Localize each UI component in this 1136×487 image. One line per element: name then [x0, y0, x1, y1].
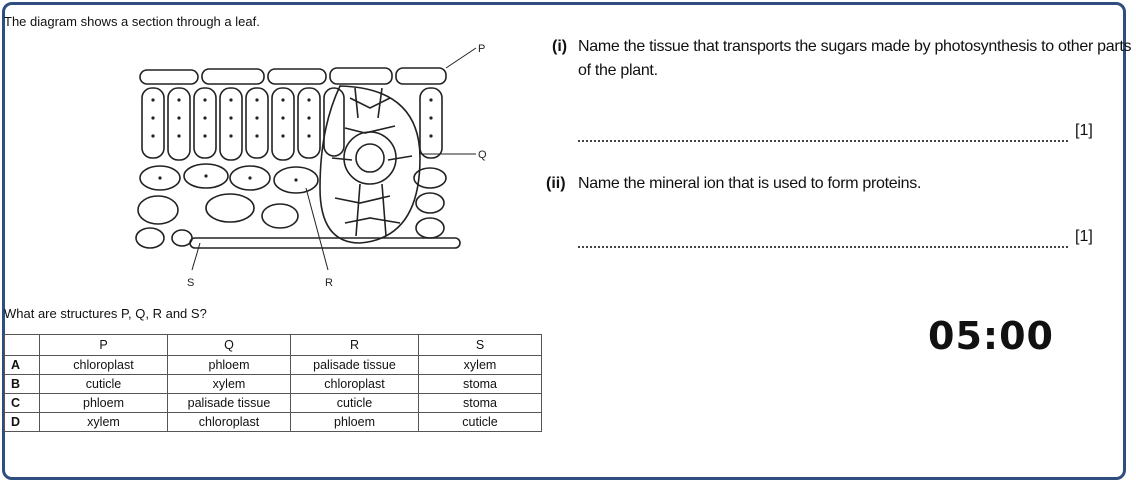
table-header-cell: Q	[168, 335, 291, 356]
intro-text: The diagram shows a section through a leaf.	[4, 14, 260, 29]
table-cell: phloem	[291, 413, 419, 432]
table-header-cell: R	[291, 335, 419, 356]
option-letter: B	[5, 375, 40, 394]
table-row	[5, 375, 542, 394]
label-r: R	[325, 277, 333, 289]
table-header-cell	[5, 335, 40, 356]
part-ii-text: Name the mineral ion that is used to form proteins.	[578, 175, 922, 192]
table-row	[5, 394, 542, 413]
option-letter: D	[5, 413, 40, 432]
option-letter: C	[5, 394, 40, 413]
table-cell: phloem	[40, 394, 168, 413]
part-i-mark: [1]	[1075, 122, 1093, 139]
table-cell: palisade tissue	[168, 394, 291, 413]
table-header-row	[5, 335, 542, 356]
part-ii-number: (ii)	[546, 175, 566, 192]
table-row	[5, 356, 542, 375]
table-header-cell: S	[419, 335, 542, 356]
table-cell: stoma	[419, 375, 542, 394]
answer-table	[4, 334, 542, 432]
label-p: P	[478, 43, 486, 55]
table-cell: chloroplast	[291, 375, 419, 394]
table-cell: cuticle	[40, 375, 168, 394]
countdown-timer: 05:00	[928, 314, 1054, 358]
table-cell: palisade tissue	[291, 356, 419, 375]
leaf-section-diagram	[120, 38, 500, 290]
table-cell: phloem	[168, 356, 291, 375]
table-cell: stoma	[419, 394, 542, 413]
part-ii-mark: [1]	[1075, 228, 1093, 245]
table-cell: chloroplast	[40, 356, 168, 375]
label-q: Q	[478, 149, 487, 161]
part-ii-answer-line[interactable]	[578, 246, 1068, 248]
part-i-answer-line[interactable]	[578, 140, 1068, 142]
table-cell: cuticle	[419, 413, 542, 432]
question-prompt: What are structures P, Q, R and S?	[4, 306, 207, 321]
table-header-cell: P	[40, 335, 168, 356]
part-i-number: (i)	[552, 38, 568, 55]
table-cell: chloroplast	[168, 413, 291, 432]
part-i-text-line2: of the plant.	[578, 62, 658, 79]
table-cell: xylem	[40, 413, 168, 432]
table-cell: xylem	[419, 356, 542, 375]
table-row	[5, 413, 542, 432]
label-s: S	[187, 277, 195, 289]
table-cell: xylem	[168, 375, 291, 394]
option-letter: A	[5, 356, 40, 375]
part-i-text-line1: Name the tissue that transports the sugars made by photosynthesis to other parts	[578, 38, 1132, 55]
table-cell: cuticle	[291, 394, 419, 413]
